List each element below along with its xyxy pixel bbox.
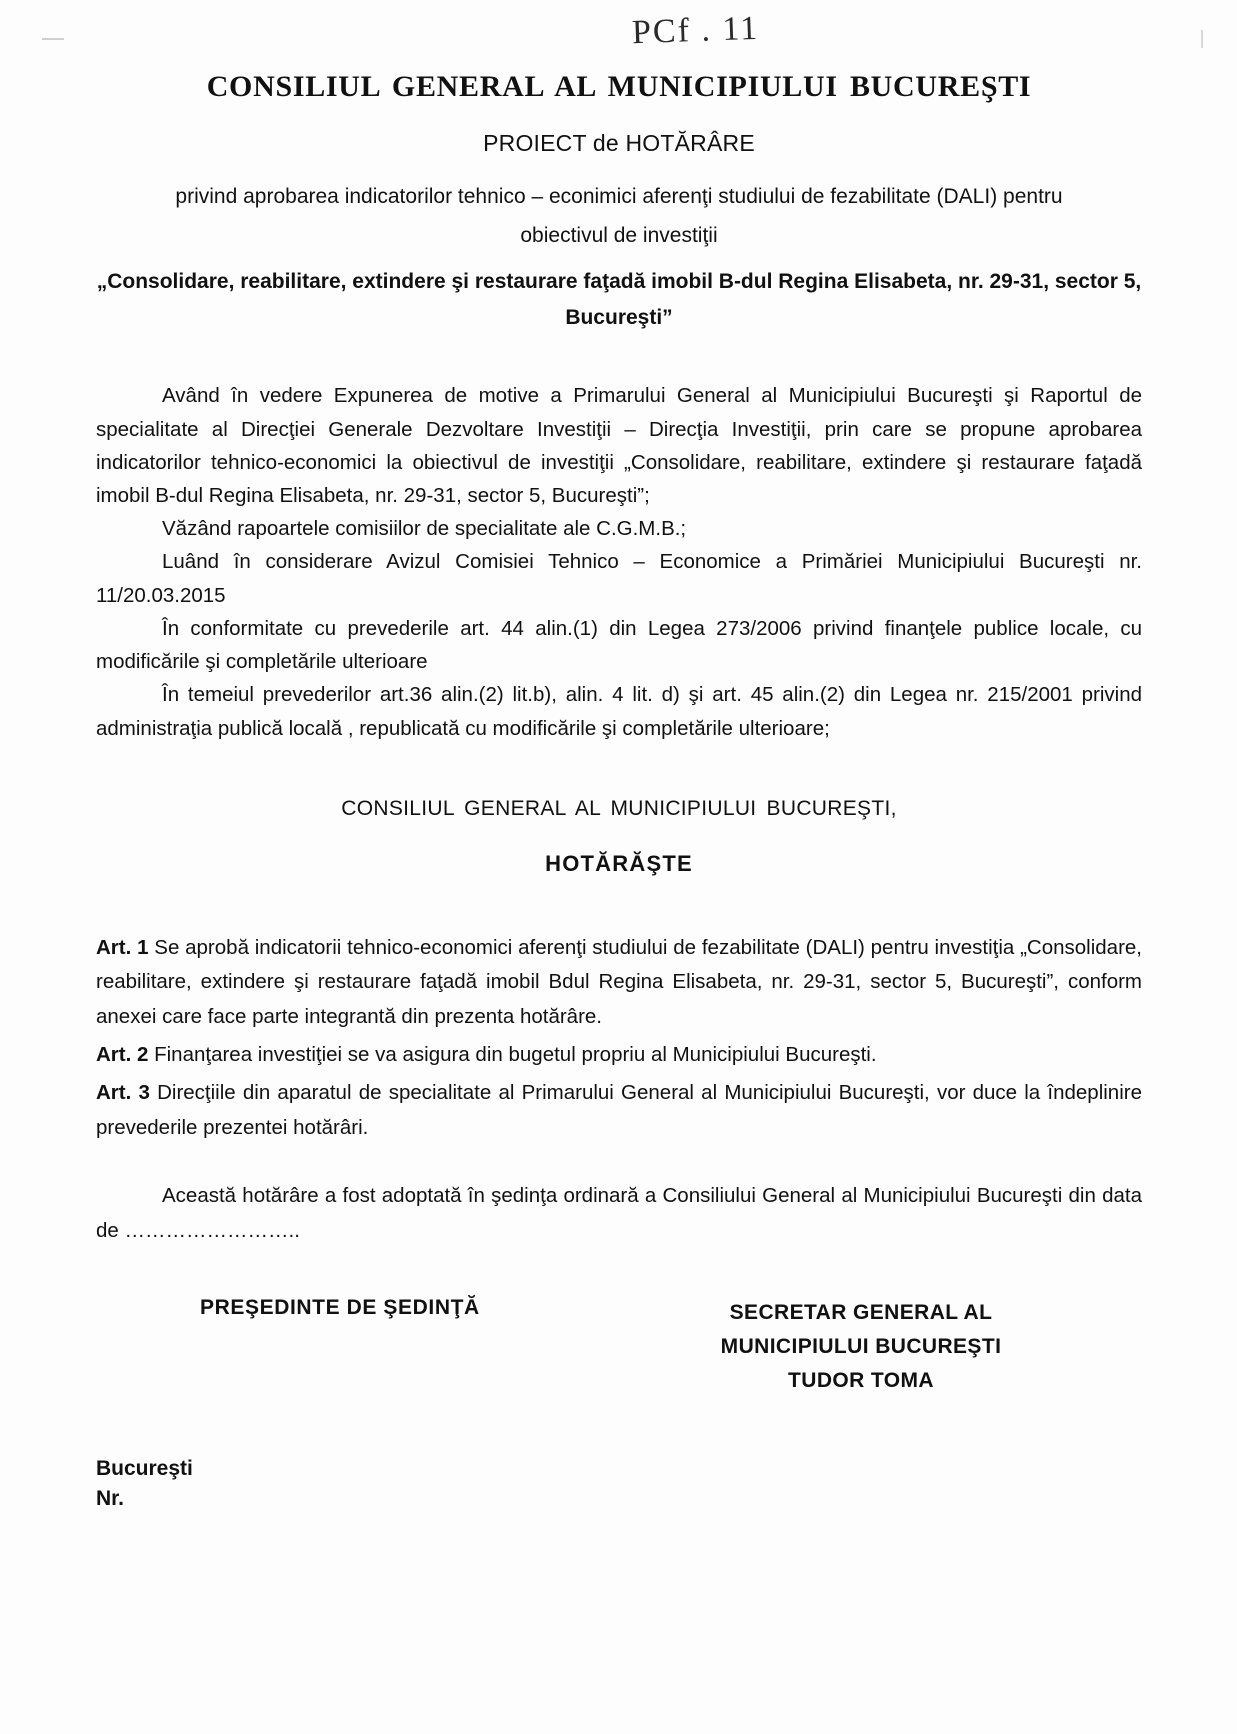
handwritten-annotation: PCf . 11	[631, 9, 760, 52]
preamble-paragraph: Luând în considerare Avizul Comisiei Tehnico – Economice a Primăriei Municipiului Bucureşti nr. 11/20.03.2015	[96, 550, 1142, 607]
page-title: CONSILIUL GENERAL AL MUNICIPIULUI BUCUREŞTI	[206, 70, 1032, 103]
purpose-line-1: privind aprobarea indicatorilor tehnico – econimici aferenţi studiului de fezabilitate (DALI) pentru	[175, 185, 1063, 208]
article-1	[96, 931, 1142, 1034]
investment-object-title: „Consolidare, reabilitare, extindere şi restaurare faţadă imobil B-dul Regina Elisabeta, nr. 29-31, sector 5, Bucureşti”	[96, 270, 1142, 329]
decides-heading: HOTĂRĂŞTE	[545, 850, 693, 876]
scan-edge-mark-left	[42, 38, 64, 40]
council-declaration: CONSILIUL GENERAL AL MUNICIPIULUI BUCUREŞTI,	[341, 796, 897, 820]
article-3	[96, 1076, 1142, 1145]
article-3-text: Direcţiile din aparatul de specialitate al Primarului General al Municipiului Bucureşti, vor duce la îndeplinire prevederile prezentei hotărâri.	[96, 1081, 1142, 1139]
preamble-paragraph: În conformitate cu prevederile art. 44 alin.(1) din Legea 273/2006 privind finanţele publice locale, cu modificările şi completările ulterioare	[96, 616, 1142, 674]
article-2	[96, 1038, 1142, 1072]
preamble-block	[96, 379, 1142, 744]
article-3-label: Art. 3	[96, 1081, 150, 1105]
secretary-name: TUDOR TOMA	[788, 1369, 934, 1393]
scan-edge-mark-right	[1201, 30, 1203, 48]
document-footer	[96, 1454, 1142, 1514]
document-content	[96, 70, 1142, 1514]
signature-block	[96, 1296, 1142, 1426]
purpose-line-2: obiectivul de investiţii	[520, 223, 718, 247]
preamble-paragraph: În temeiul prevederilor art.36 alin.(2) lit.b), alin. 4 lit. d) şi art. 45 alin.(2) din Legea nr. 215/2001 privind administraţia publică locală , republicată cu modificările şi completările ulterioare;	[96, 683, 1142, 740]
signature-secretary	[666, 1296, 1056, 1398]
footer-city: Bucureşti	[96, 1457, 193, 1481]
articles-block	[96, 931, 1142, 1146]
adoption-statement: Această hotărâre a fost adoptată în şedinţa ordinară a Consiliului General al Municipiului Bucureşti din data de ……………………..	[96, 1184, 1142, 1242]
footer-number: Nr.	[96, 1487, 125, 1511]
secretary-line-2: MUNICIPIULUI BUCUREŞTI	[720, 1335, 1002, 1359]
preamble-paragraph: Având în vedere Expunerea de motive a Primarului General al Municipiului Bucureşti şi Raportul de specialitate al Direcţiei Generale Dezvoltare Investiţii – Direcţia Investiţii, prin care se propune aprobarea indicatorilor tehnico-economici la obiectivul de investiţii „Consolidare, reabilitare, extindere şi restaurare faţadă imobil B-dul Regina Elisabeta, nr. 29-31, sector 5, Bucureşti”;	[96, 384, 1142, 508]
secretary-line-1: SECRETAR GENERAL AL	[729, 1301, 993, 1325]
article-2-text: Finanţarea investiţiei se va asigura din bugetul propriu al Municipiului Bucureşti.	[148, 1043, 877, 1067]
document-subtitle: PROIECT de HOTĂRÂRE	[483, 130, 755, 156]
article-1-label: Art. 1	[96, 935, 149, 959]
signature-president: PREŞEDINTE DE ŞEDINŢĂ	[200, 1296, 480, 1320]
article-1-text: Se aprobă indicatorii tehnico-economici aferenţi studiului de fezabilitate (DALI) pentru investiţia „Consolidare, reabilitare, extindere şi restaurare faţadă imobil Bdul Regina Elisabeta, nr. 29-31, sector 5, Bucureşti”, conform anexei care face parte integrantă din prezenta hotărâre.	[96, 935, 1143, 1028]
preamble-paragraph: Văzând rapoartele comisiilor de specialitate ale C.G.M.B.;	[162, 517, 687, 541]
article-2-label: Art. 2	[96, 1043, 149, 1067]
